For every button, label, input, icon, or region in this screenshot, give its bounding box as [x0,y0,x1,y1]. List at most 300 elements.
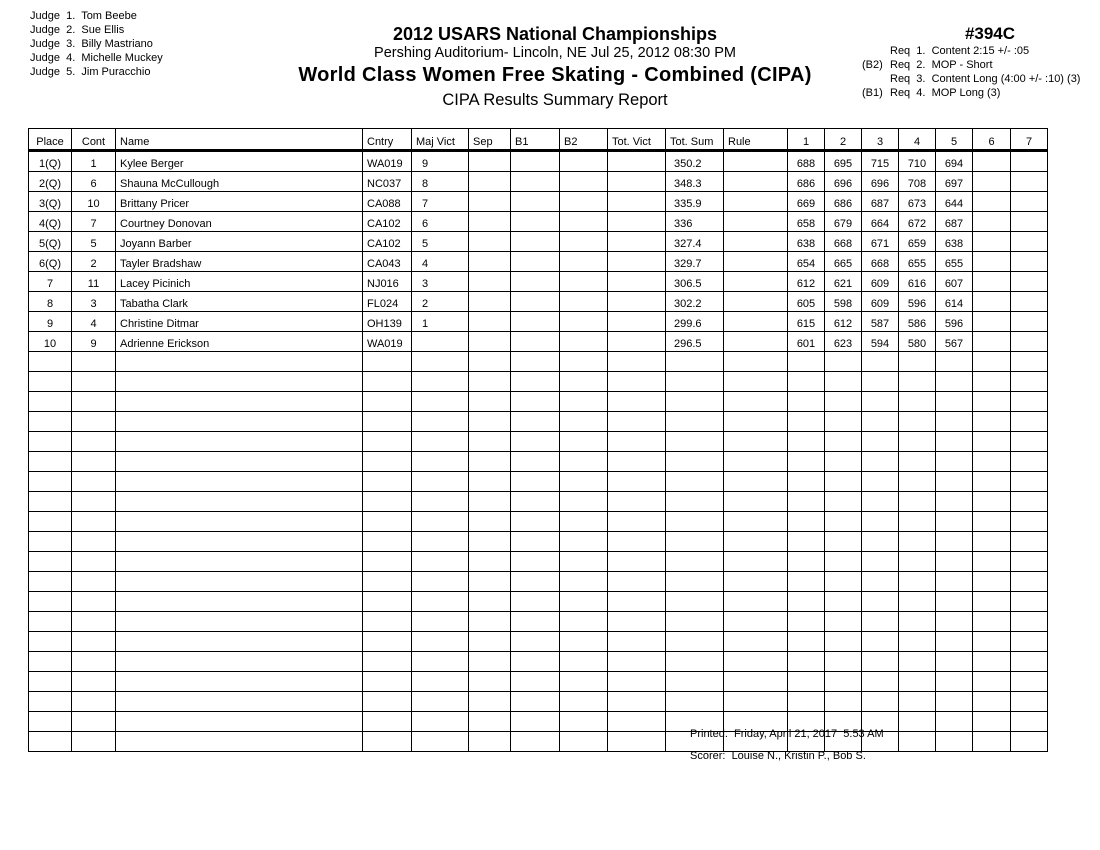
cell-j7 [1011,232,1048,252]
table-row [29,332,1048,352]
empty-cell [825,672,862,692]
cell-sep [469,172,511,192]
empty-cell [116,712,363,732]
empty-cell [899,592,936,612]
empty-cell [116,572,363,592]
empty-cell [363,672,412,692]
cell-tot-sum: 348.3 [666,172,724,192]
cell-name: Joyann Barber [116,232,363,252]
empty-cell [1011,372,1048,392]
empty-cell [511,432,560,452]
cell-b1 [511,332,560,352]
cell-j4: 586 [899,312,936,332]
empty-cell [469,612,511,632]
cell-j4: 673 [899,192,936,212]
empty-cell [412,632,469,652]
cell-place: 3(Q) [29,192,72,212]
cell-b2 [560,272,608,292]
empty-cell [29,352,72,372]
cell-name: Shauna McCullough [116,172,363,192]
empty-cell [899,712,936,732]
empty-cell [666,412,724,432]
empty-cell [363,652,412,672]
cell-tot-sum: 336 [666,212,724,232]
empty-cell [363,552,412,572]
empty-cell [899,672,936,692]
empty-cell [788,392,825,412]
cell-j5: 697 [936,172,973,192]
empty-table-row [29,632,1048,652]
empty-cell [469,552,511,572]
empty-cell [666,472,724,492]
empty-cell [899,652,936,672]
cell-j7 [1011,172,1048,192]
empty-cell [511,552,560,572]
empty-cell [412,512,469,532]
empty-cell [469,392,511,412]
empty-cell [666,352,724,372]
empty-cell [608,552,666,572]
empty-cell [511,452,560,472]
empty-cell [788,412,825,432]
cell-j7 [1011,292,1048,312]
empty-cell [825,492,862,512]
judge-name: Tom Beebe [81,10,137,22]
column-header: 1 [788,129,825,151]
cell-cont: 7 [72,212,116,232]
empty-cell [560,492,608,512]
cell-place: 1(Q) [29,151,72,172]
cell-place: 5(Q) [29,232,72,252]
cell-j4: 659 [899,232,936,252]
empty-cell [1011,472,1048,492]
empty-cell [116,652,363,672]
empty-cell [899,532,936,552]
empty-cell [29,632,72,652]
cell-j4: 708 [899,172,936,192]
cell-j3: 609 [862,292,899,312]
empty-cell [825,472,862,492]
empty-cell [116,472,363,492]
empty-cell [1011,712,1048,732]
cell-j5: 644 [936,192,973,212]
cell-maj-vict: 2 [412,292,469,312]
cell-cont: 5 [72,232,116,252]
empty-table-row [29,372,1048,392]
requirement-text: Req 1. Content 2:15 +/- :05 [890,45,1030,57]
empty-cell [666,692,724,712]
cell-j1: 658 [788,212,825,232]
empty-cell [560,452,608,472]
cell-cntry: FL024 [363,292,412,312]
cell-j2: 668 [825,232,862,252]
empty-cell [724,572,788,592]
empty-cell [899,512,936,532]
empty-cell [116,732,363,752]
cell-j3: 668 [862,252,899,272]
empty-cell [560,472,608,492]
empty-table-row [29,712,1048,732]
empty-cell [899,352,936,372]
empty-cell [72,652,116,672]
cell-j2: 598 [825,292,862,312]
empty-cell [511,672,560,692]
cell-j4: 672 [899,212,936,232]
judges-list [30,9,163,79]
empty-cell [973,492,1011,512]
empty-cell [608,652,666,672]
cell-j4: 655 [899,252,936,272]
cell-name: Lacey Picinich [116,272,363,292]
empty-cell [608,512,666,532]
cell-sep [469,192,511,212]
empty-cell [608,532,666,552]
empty-cell [608,412,666,432]
empty-cell [72,632,116,652]
cell-tot-vict [608,212,666,232]
printed-timestamp: Printed: Friday, April 21, 2017 5:53 AM [690,728,884,740]
empty-cell [1011,672,1048,692]
cell-sep [469,332,511,352]
empty-cell [1011,692,1048,712]
cell-b1 [511,312,560,332]
cell-tot-vict [608,292,666,312]
judge-label: Judge 5. [30,66,76,78]
empty-cell [724,452,788,472]
empty-cell [788,532,825,552]
empty-cell [825,592,862,612]
empty-cell [29,572,72,592]
empty-cell [788,612,825,632]
empty-cell [936,592,973,612]
cell-j7 [1011,212,1048,232]
empty-cell [116,452,363,472]
cell-j3: 715 [862,151,899,172]
empty-cell [363,732,412,752]
empty-cell [469,372,511,392]
empty-cell [825,572,862,592]
empty-cell [936,452,973,472]
cell-rule [724,252,788,272]
requirement-prefix: (B2) [862,59,883,71]
empty-cell [1011,552,1048,572]
table-row [29,292,1048,312]
cell-tot-vict [608,172,666,192]
scorer-list: Scorer: Louise N., Kristin P., Bob S. [690,750,866,762]
cell-name: Adrienne Erickson [116,332,363,352]
requirement-text: Req 3. Content Long (4:00 +/- :10) (3) [890,73,1081,85]
cell-place: 7 [29,272,72,292]
empty-cell [560,432,608,452]
table-row [29,232,1048,252]
cell-j5: 567 [936,332,973,352]
empty-cell [608,632,666,652]
empty-cell [899,412,936,432]
empty-cell [29,372,72,392]
table-row [29,312,1048,332]
cell-cntry: NC037 [363,172,412,192]
empty-cell [899,432,936,452]
cell-j2: 623 [825,332,862,352]
cell-j5: 694 [936,151,973,172]
empty-cell [899,492,936,512]
cell-tot-sum: 302.2 [666,292,724,312]
empty-cell [788,692,825,712]
cell-tot-sum: 350.2 [666,151,724,172]
empty-cell [724,372,788,392]
empty-table-row [29,592,1048,612]
empty-cell [936,392,973,412]
empty-cell [560,692,608,712]
cell-j7 [1011,312,1048,332]
empty-cell [899,612,936,632]
column-header: 6 [973,129,1011,151]
cell-rule [724,151,788,172]
cell-rule [724,272,788,292]
empty-cell [72,352,116,372]
empty-cell [973,412,1011,432]
empty-cell [724,532,788,552]
cell-sep [469,232,511,252]
judge-name: Billy Mastriano [81,38,153,50]
empty-cell [72,392,116,412]
cell-place: 2(Q) [29,172,72,192]
empty-cell [973,612,1011,632]
empty-table-row [29,492,1048,512]
empty-cell [936,512,973,532]
empty-cell [666,492,724,512]
empty-cell [899,692,936,712]
cell-name: Courtney Donovan [116,212,363,232]
judge-4 [30,51,163,65]
cell-maj-vict: 4 [412,252,469,272]
cell-cont: 6 [72,172,116,192]
empty-cell [412,452,469,472]
cell-sep [469,252,511,272]
empty-cell [29,512,72,532]
cell-place: 8 [29,292,72,312]
empty-cell [825,432,862,452]
cell-b2 [560,192,608,212]
requirement-3 [862,72,1080,86]
column-header: Rule [724,129,788,151]
empty-cell [511,612,560,632]
empty-cell [862,532,899,552]
cell-rule [724,192,788,212]
cell-j6 [973,332,1011,352]
empty-cell [363,612,412,632]
judge-3 [30,37,163,51]
judge-label: Judge 2. [30,24,76,36]
empty-cell [666,592,724,612]
empty-cell [825,412,862,432]
empty-cell [666,572,724,592]
requirement-2 [862,58,1080,72]
empty-cell [973,632,1011,652]
cell-cntry: OH139 [363,312,412,332]
empty-cell [936,652,973,672]
empty-cell [788,352,825,372]
column-header: Cntry [363,129,412,151]
requirement-1 [862,44,1080,58]
cell-cntry: WA019 [363,151,412,172]
empty-cell [511,412,560,432]
cell-j1: 615 [788,312,825,332]
table-body [29,151,1048,752]
cell-tot-vict [608,272,666,292]
empty-table-row [29,672,1048,692]
cell-place: 10 [29,332,72,352]
venue-date: Pershing Auditorium- Lincoln, NE Jul 25, 2012 08:30 PM [374,45,736,61]
cell-j3: 696 [862,172,899,192]
empty-cell [412,412,469,432]
empty-cell [511,352,560,372]
cell-cntry: CA043 [363,252,412,272]
empty-cell [936,412,973,432]
table-row [29,272,1048,292]
empty-cell [666,632,724,652]
empty-cell [608,612,666,632]
empty-cell [825,392,862,412]
cell-tot-sum: 335.9 [666,192,724,212]
cell-j1: 601 [788,332,825,352]
empty-cell [560,612,608,632]
judge-label: Judge 3. [30,38,76,50]
championship-title: 2012 USARS National Championships [392,24,718,44]
empty-table-row [29,432,1048,452]
column-header: 7 [1011,129,1048,151]
cell-j5: 596 [936,312,973,332]
empty-cell [825,552,862,572]
cell-maj-vict: 3 [412,272,469,292]
cell-j6 [973,292,1011,312]
empty-cell [116,532,363,552]
empty-cell [363,632,412,652]
cell-name: Brittany Pricer [116,192,363,212]
cell-cntry: CA102 [363,212,412,232]
table-row [29,151,1048,172]
empty-cell [973,692,1011,712]
empty-cell [973,672,1011,692]
cell-j7 [1011,272,1048,292]
cell-j7 [1011,252,1048,272]
empty-cell [469,432,511,452]
cell-j1: 688 [788,151,825,172]
empty-table-row [29,692,1048,712]
empty-cell [72,612,116,632]
empty-table-row [29,452,1048,472]
empty-cell [29,612,72,632]
cell-b2 [560,232,608,252]
results-table [28,128,1048,752]
empty-cell [936,492,973,512]
cell-sep [469,151,511,172]
empty-cell [936,672,973,692]
cell-tot-vict [608,151,666,172]
cell-j3: 687 [862,192,899,212]
empty-cell [936,712,973,732]
cell-j3: 587 [862,312,899,332]
empty-cell [560,732,608,752]
empty-cell [862,512,899,532]
empty-table-row [29,392,1048,412]
empty-cell [412,592,469,612]
empty-cell [788,552,825,572]
judge-2 [30,23,163,37]
cell-cont: 11 [72,272,116,292]
empty-cell [511,652,560,672]
empty-cell [862,432,899,452]
empty-cell [469,532,511,552]
empty-table-row [29,612,1048,632]
cell-j2: 695 [825,151,862,172]
column-header: 5 [936,129,973,151]
empty-cell [862,592,899,612]
cell-sep [469,272,511,292]
table-row [29,252,1048,272]
empty-cell [116,512,363,532]
cell-maj-vict: 1 [412,312,469,332]
empty-cell [1011,572,1048,592]
cell-tot-vict [608,312,666,332]
empty-cell [608,732,666,752]
empty-cell [825,692,862,712]
cell-j6 [973,312,1011,332]
cell-j5: 687 [936,212,973,232]
empty-cell [72,412,116,432]
cell-b1 [511,172,560,192]
empty-cell [825,632,862,652]
empty-cell [608,472,666,492]
cell-j7 [1011,151,1048,172]
empty-cell [973,652,1011,672]
cell-tot-sum: 327.4 [666,232,724,252]
empty-cell [412,692,469,712]
cell-j3: 609 [862,272,899,292]
empty-cell [72,432,116,452]
column-header: B2 [560,129,608,151]
empty-cell [511,492,560,512]
cell-place: 6(Q) [29,252,72,272]
empty-cell [862,692,899,712]
empty-cell [412,492,469,512]
cell-cont: 4 [72,312,116,332]
cell-j5: 655 [936,252,973,272]
empty-cell [825,652,862,672]
empty-cell [1011,612,1048,632]
cell-b2 [560,312,608,332]
empty-cell [116,432,363,452]
empty-cell [469,412,511,432]
empty-cell [29,412,72,432]
cell-j4: 580 [899,332,936,352]
cell-b1 [511,292,560,312]
empty-cell [1011,652,1048,672]
cell-j2: 696 [825,172,862,192]
column-header: Place [29,129,72,151]
cell-cont: 9 [72,332,116,352]
empty-cell [1011,492,1048,512]
empty-cell [1011,452,1048,472]
empty-cell [560,632,608,652]
cell-tot-sum: 329.7 [666,252,724,272]
empty-cell [511,692,560,712]
cell-j4: 616 [899,272,936,292]
empty-cell [29,472,72,492]
empty-cell [72,492,116,512]
empty-cell [724,652,788,672]
empty-cell [116,612,363,632]
